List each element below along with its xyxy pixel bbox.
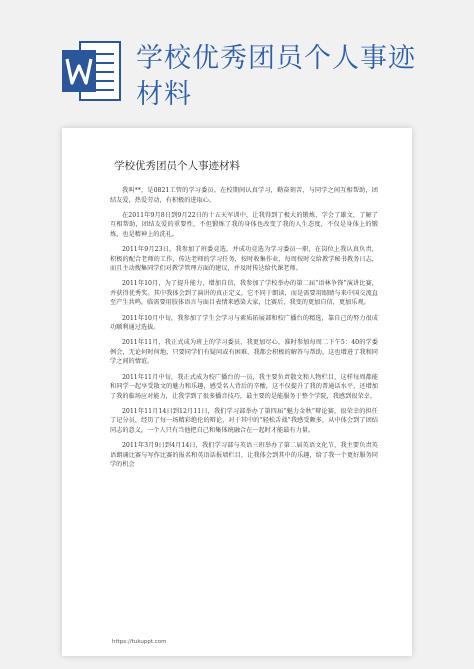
paragraph: 2011年11月，我正式成为班上的学习委员，我更加尽心，准时参加每周二下午5：40的学委例会，无论何时何地，只要同学们有疑问或有困难，我都会积极的解答与帮助，这也增进了我和同学之间的情谊。 [110,339,378,366]
document-body [110,186,378,475]
paragraph: 2011年11月中旬，我正式成为校广播台的一员，我主要负责散文和人物栏目，这样每周都能和同学一起享受散文的魅力和乐趣，感受名人背后的辛酸，这不仅提升了我的普通话水平，还增加了我的临场应对能力，让我学到了很多播音技巧，最主要的是能服务于整个学院，我感到很荣幸。 [110,373,378,400]
document-page [62,128,412,656]
paragraph: 2011年10月，为了提升能力，增加自信，我参加了学校举办的第二届“语林争锋”演讲比赛，并获得优秀奖。其中我体会到了演讲的真正定义，它不同于朗读，而是需要用眼睛与来中国交流直至产生共鸣，临需要用肢体语言与面目表情来感染大家，比赛后，我变的更加自信，更加乐观。 [110,280,378,307]
paragraph: 2011年3月9日到4月14日，我们学习部与英语三班举办了第二届英语文化节，我主要负责英语朗诵比赛与写作比赛的报名和英语话报墙栏目，让我体会到其中的乐趣，给了我一个更好服务同学的机会 [110,442,378,469]
footer-url: https://tukuppt.com [112,639,167,645]
paragraph: 2011年10月中旬，我参加了学生会学习与素质拓展部和校广播台的精选，靠自己的努力很成功顺利通过选拔。 [110,314,378,332]
document-title: 学校优秀团员个人事迹材料 [114,160,240,172]
paragraph: 2011年9月23日，我参加了班委竞选，并成功竞选为学习委员一职，在岗位上我认真负责，积极的配合老师的工作，传达老师的学习任务，按时收集作业，每周按时交给教学秘书教务日志，而且主动搜集同学们对教学管理方面的建议，并及时传达给代课老师。 [110,245,378,273]
page-title-line-1: 学校优秀团员个人事迹 [136,43,416,74]
paragraph: 在2011年9月8日到9月22日的十五天军训中，让我得到了极大的锻炼，学会了雄文，了解了互相帮助，团结友爱的重要性，不但锻炼了我的身体也改变了我的人生态度，不仅是身体上的锻炼，也是精神上的洗礼。 [110,211,378,238]
page-title-line-2: 材料 [136,79,192,110]
paragraph: 我叫**，是0821工管的学习委员。在校期间认真学习，勤奋刻苦，与同学之间互相帮助，团结友爱，热爱劳动，有积极的进取心。 [110,187,378,204]
paragraph: 2011年11月14日到12月11日，我们学习部举办了第四届“魅力金秋”辩论赛，很荣幸的担任了记分员，经历了每一场精彩绝伦的辩论，对于其中的“轻松舌战”我感受颇多，从中体会到了团结同志的意义，一个人只有当他把自己和集体统融合在一起时才能最有力量。 [110,407,378,434]
header [0,0,474,120]
word-document-icon [60,38,122,104]
